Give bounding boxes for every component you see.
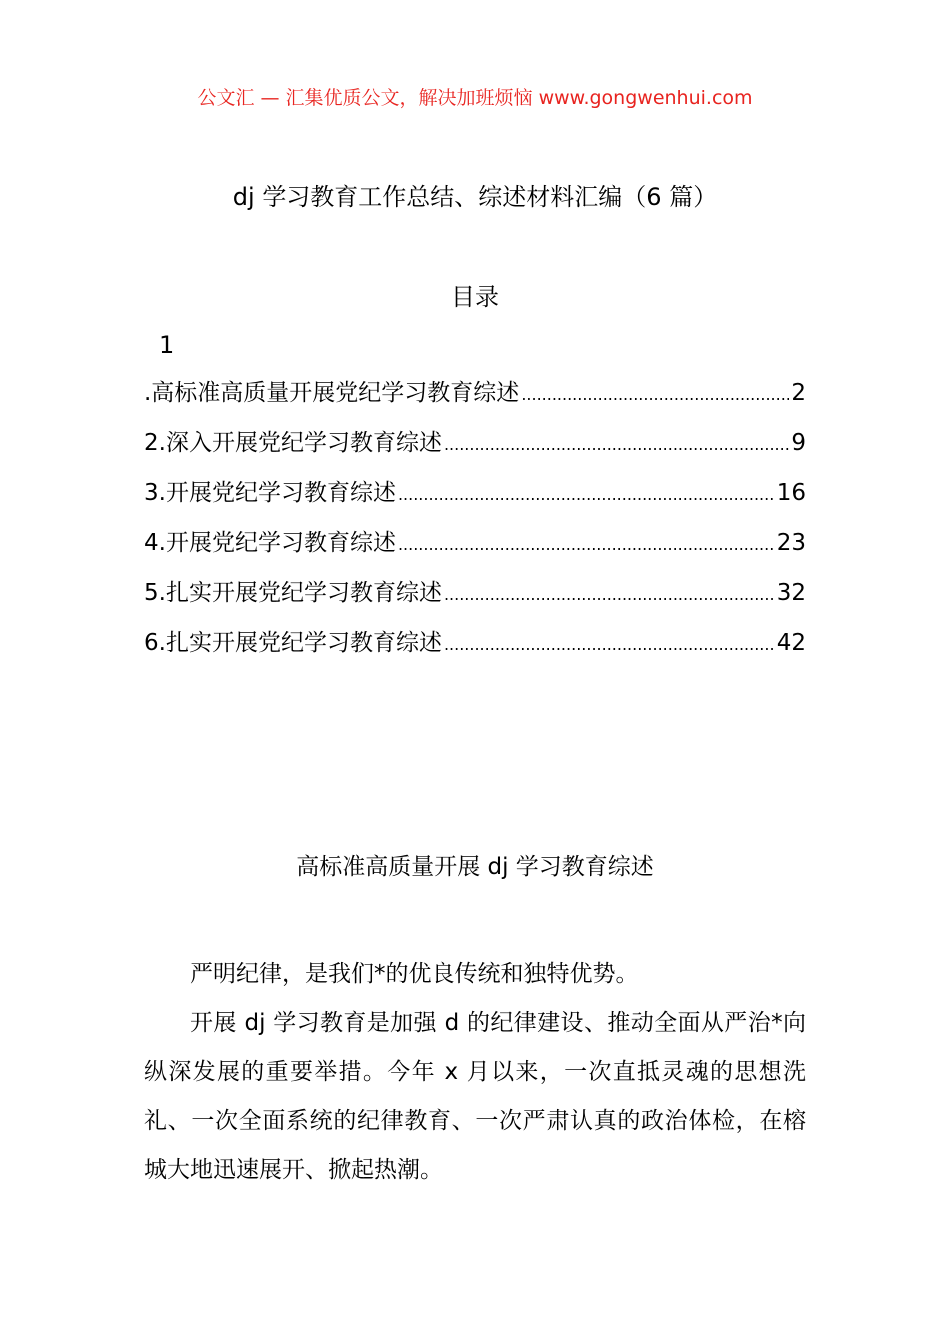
toc-entry-page: 32 <box>776 580 806 606</box>
toc-entry-page: 23 <box>776 530 806 556</box>
toc-entry-page: 42 <box>776 630 806 656</box>
toc-heading: 目录 <box>451 283 499 311</box>
toc-entry-label: 5.扎实开展党纪学习教育综述 <box>144 580 442 606</box>
table-of-contents <box>144 376 806 676</box>
body-paragraph: 开展 dj 学习教育是加强 d 的纪律建设、推动全面从严治*向纵深发展的重要举措。今年 x 月以来，一次直抵灵魂的思想洗礼、一次全面系统的纪律教育、一次严肃认真的政治体检，在榕城大地迅速展开、掀起热潮。 <box>144 1010 806 1183</box>
toc-entry-label: 3.开展党纪学习教育综述 <box>144 480 396 506</box>
toc-entry-page: 9 <box>791 430 806 456</box>
toc-dot-leader <box>398 478 775 512</box>
toc-entry-page: 2 <box>791 380 806 406</box>
site-banner[interactable]: 公文汇 — 汇集优质公文，解决加班烦恼 www.gongwenhui.com <box>197 87 753 109</box>
toc-entry-page: 16 <box>776 480 806 506</box>
toc-entry-2[interactable] <box>144 426 806 476</box>
toc-dot-leader <box>444 428 789 462</box>
section-body <box>144 950 806 1195</box>
toc-entry-5[interactable] <box>144 576 806 626</box>
toc-entry-3[interactable] <box>144 476 806 526</box>
toc-orphan-number: 1 <box>159 331 175 359</box>
toc-entry-6[interactable] <box>144 626 806 676</box>
toc-entry-1[interactable] <box>144 376 806 426</box>
body-paragraph: 严明纪律，是我们*的优良传统和独特优势。 <box>190 961 639 987</box>
toc-entry-label: .高标准高质量开展党纪学习教育综述 <box>144 380 520 406</box>
toc-entry-4[interactable] <box>144 526 806 576</box>
document-title: dj 学习教育工作总结、综述材料汇编（6 篇） <box>232 183 718 211</box>
toc-dot-leader <box>521 378 789 412</box>
toc-dot-leader <box>398 528 775 562</box>
toc-entry-label: 6.扎实开展党纪学习教育综述 <box>144 630 442 656</box>
toc-entry-label: 4.开展党纪学习教育综述 <box>144 530 396 556</box>
section-title: 高标准高质量开展 dj 学习教育综述 <box>296 854 654 880</box>
toc-dot-leader <box>444 578 775 612</box>
toc-entry-label: 2.深入开展党纪学习教育综述 <box>144 430 442 456</box>
toc-dot-leader <box>444 628 775 662</box>
